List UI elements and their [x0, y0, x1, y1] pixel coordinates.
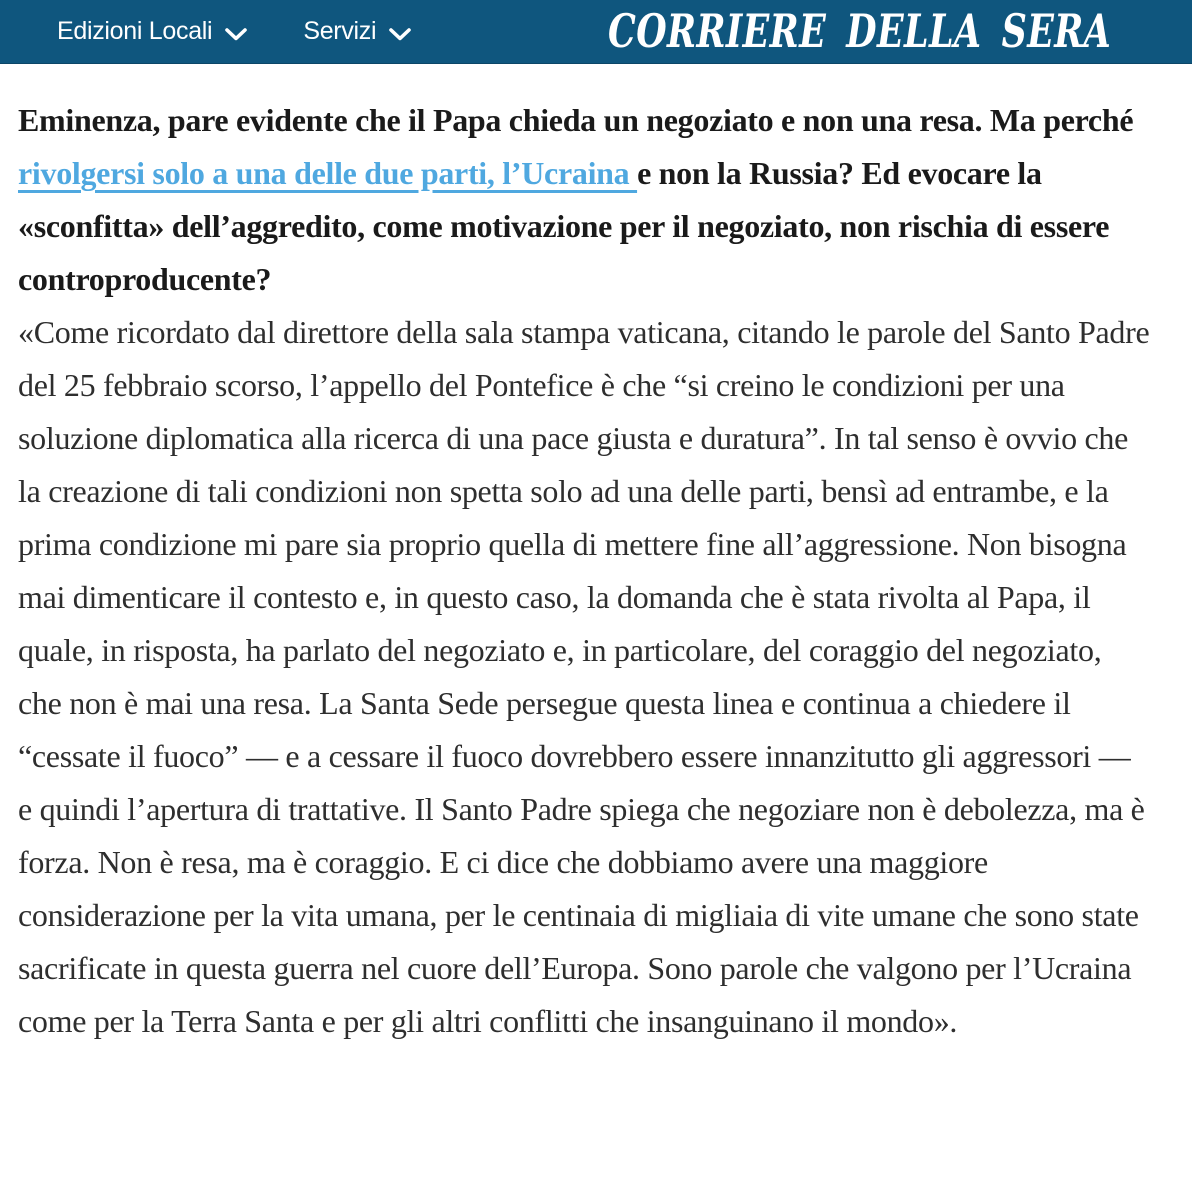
nav-edizioni-locali[interactable]: [57, 16, 247, 48]
article-main: [0, 64, 1192, 1048]
interview-answer: «Come ricordato dal direttore della sala stampa vaticana, citando le parole del Santo Padre del 25 febbraio scorso, l’appello del Pontefice è che “si creino le condizioni per una soluzione diplomatica alla ricerca di una pace giusta e duratura”. In tal senso è ovvio che la creazione di tali condizioni non spetta solo ad una delle parti, bensì ad entrambe, e la prima condizione mi pare sia proprio quella di mettere fine all’aggressione. Non bisogna mai dimenticare il contesto e, in questo caso, la domanda che è stata rivolta al Papa, il quale, in risposta, ha parlato del negoziato e, in particolare, del coraggio del negoziato, che non è mai una resa. La Santa Sede persegue questa linea e continua a chiedere il “cessate il fuoco” — e a cessare il fuoco dovrebbero essere innanzitutto gli aggressori — e quindi l’apertura di trattative. Il Santo Padre spiega che negoziare non è debolezza, ma è forza. Non è resa, ma è coraggio. E ci dice che dobbiamo avere una maggiore considerazione per la vita umana, per le centinaia di migliaia di vite umane che sono state sacrificate in questa guerra nel cuore dell’Europa. Sono parole che valgono per l’Ucraina come per la Terra Santa e per gli altri conflitti che insanguinano il mondo».: [18, 314, 1150, 1039]
question-link[interactable]: rivolgersi solo a una delle due parti, l’Ucraina: [18, 155, 638, 191]
corriere-della-sera-logo[interactable]: CORRIERE DELLA SERA: [608, 3, 1112, 58]
interview-article: [0, 64, 1192, 1048]
header-nav: [0, 16, 411, 48]
chevron-down-icon: [225, 19, 247, 48]
nav-edizioni-locali-label: Edizioni Locali: [57, 17, 213, 45]
chevron-down-icon: [389, 19, 411, 48]
question-text-before-link: Eminenza, pare evidente che il Papa chieda un negoziato e non una resa. Ma perché: [18, 102, 1134, 138]
interview-question: [18, 94, 1152, 306]
nav-servizi[interactable]: [303, 16, 411, 48]
site-header: [0, 0, 1192, 64]
nav-servizi-label: Servizi: [303, 17, 377, 45]
question-text-after-link: e non la Russia? Ed evocare la «sconfitta» dell’aggredito, come motivazione per il negoziato, non rischia di essere controproducente?: [18, 155, 1110, 297]
